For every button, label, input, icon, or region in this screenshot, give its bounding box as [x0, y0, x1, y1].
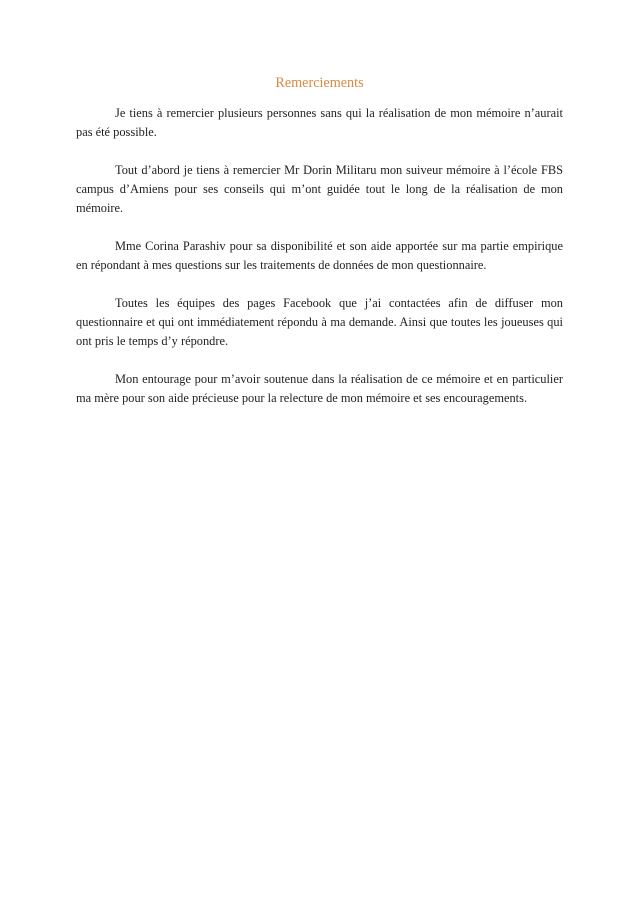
document-content: [76, 73, 563, 408]
paragraph-empirical-help: Mme Corina Parashiv pour sa disponibilité et son aide apportée sur ma partie empirique en répondant à mes questions sur les traitements de données de mon questionnaire.: [76, 239, 563, 272]
paragraph-facebook-teams: Toutes les équipes des pages Facebook que j’ai contactées afin de diffuser mon questionnaire et qui ont immédiatement répondu à ma demande. Ainsi que toutes les joueuses qui ont pris le temps d’y répondre.: [76, 296, 563, 348]
page-title: Remerciements: [275, 75, 364, 91]
paragraph-family: Mon entourage pour m’avoir soutenue dans la réalisation de ce mémoire et en particulier ma mère pour son aide précieuse pour la relecture de mon mémoire et ses encouragements.: [76, 372, 563, 405]
paragraph-supervisor: Tout d’abord je tiens à remercier Mr Dorin Militaru mon suiveur mémoire à l’école FBS campus d’Amiens pour ses conseils qui m’ont guidée tout le long de la réalisation de mon mémoire.: [76, 163, 563, 215]
paragraph-intro: Je tiens à remercier plusieurs personnes sans qui la réalisation de mon mémoire n’aurait pas été possible.: [76, 106, 563, 139]
